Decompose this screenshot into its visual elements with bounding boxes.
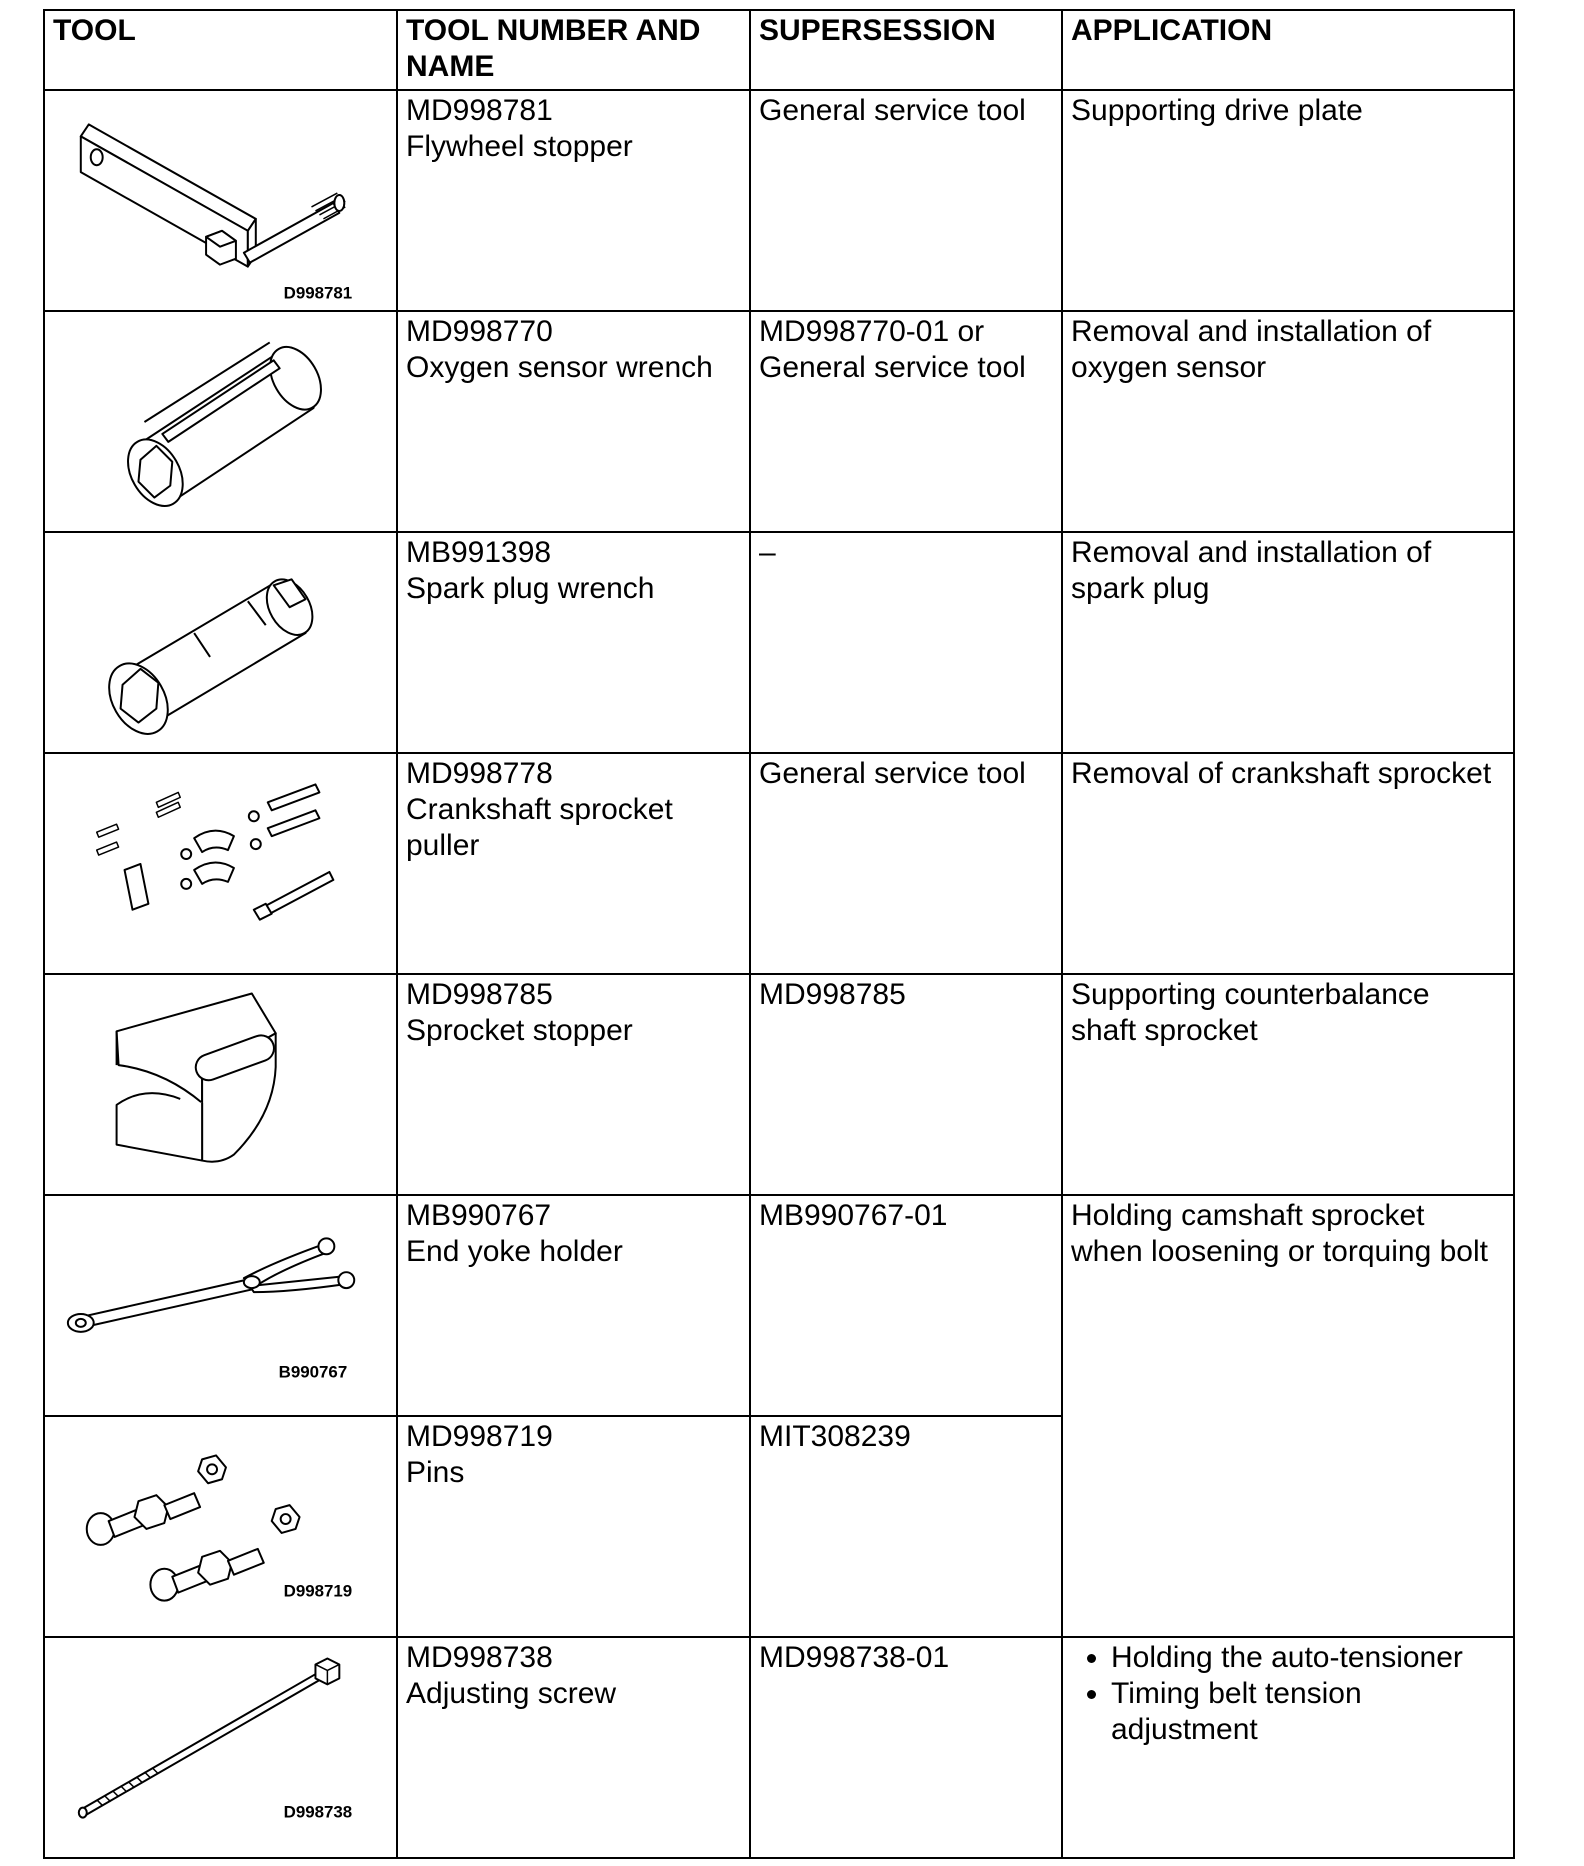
application-text: Removal and installation of: [1071, 315, 1432, 348]
tool-name: puller: [406, 829, 480, 862]
supersession-text: MD998770-01 or: [759, 315, 985, 348]
table-row: [44, 532, 1514, 753]
sprocket-stopper-icon: [45, 975, 396, 1192]
tool-number: MB990767: [406, 1199, 552, 1232]
tool-image-label: D998781: [283, 283, 353, 303]
tool-number-name: [397, 753, 750, 974]
supersession-cell: [750, 1637, 1062, 1858]
tool-name: Adjusting screw: [406, 1677, 617, 1710]
tool-name: Crankshaft sprocket: [406, 793, 673, 826]
tool-number: MB991398: [406, 536, 552, 569]
tool-image-cell: [44, 311, 397, 532]
tool-number: MD998778: [406, 757, 553, 790]
header-supersession: SUPERSESSION: [750, 10, 1062, 90]
supersession-text: MIT308239: [759, 1420, 911, 1453]
spark-plug-wrench-icon: [45, 533, 396, 750]
supersession-cell: [750, 1416, 1062, 1637]
pins-icon: [45, 1417, 396, 1634]
application-text: Removal of crankshaft sprocket: [1071, 757, 1492, 790]
list-item: • Holding the auto-tensioner: [1111, 1640, 1505, 1676]
tool-image-cell: [44, 90, 397, 311]
header-tool: TOOL: [44, 10, 397, 90]
supersession-text: MD998738-01: [759, 1641, 950, 1674]
application-text: Supporting counterbalance: [1071, 978, 1430, 1011]
tool-name: Oxygen sensor wrench: [406, 351, 713, 384]
tool-number-name: [397, 532, 750, 753]
tool-number: MD998781: [406, 94, 553, 127]
table-row: [44, 753, 1514, 974]
tool-name: Spark plug wrench: [406, 572, 655, 605]
tool-image-cell: [44, 1416, 397, 1637]
application-bullet-list: [1071, 1640, 1505, 1748]
supersession-cell: [750, 974, 1062, 1195]
application-text: shaft sprocket: [1071, 1014, 1258, 1047]
tool-image-cell: [44, 1637, 397, 1858]
list-item: • Timing belt tension adjustment: [1111, 1676, 1505, 1748]
tool-number-name: [397, 1637, 750, 1858]
tool-image-label: D998719: [283, 1581, 353, 1601]
supersession-text: General service tool: [759, 351, 1026, 384]
adjusting-screw-icon: [45, 1638, 396, 1855]
application-cell: [1062, 1637, 1514, 1858]
application-cell: [1062, 532, 1514, 753]
application-cell: [1062, 974, 1514, 1195]
tool-name: End yoke holder: [406, 1235, 623, 1268]
application-cell: [1062, 753, 1514, 974]
application-text: Removal and installation of: [1071, 536, 1432, 569]
tool-number-name: [397, 1416, 750, 1637]
table-row: [44, 1195, 1514, 1416]
header-application: APPLICATION: [1062, 10, 1514, 90]
supersession-cell: [750, 311, 1062, 532]
flywheel-stopper-icon: [45, 91, 396, 308]
tool-number: MD998719: [406, 1420, 553, 1453]
tool-name: Flywheel stopper: [406, 130, 633, 163]
supersession-text: General service tool: [759, 757, 1026, 790]
tool-image-cell: [44, 532, 397, 753]
tool-number-name: [397, 311, 750, 532]
special-tools-table: [43, 9, 1515, 1859]
end-yoke-holder-icon: [45, 1196, 396, 1413]
tool-image-label: D998738: [283, 1802, 353, 1822]
tool-image-cell: [44, 974, 397, 1195]
application-text: Holding camshaft sprocket: [1071, 1199, 1425, 1232]
supersession-text: –: [759, 536, 776, 569]
supersession-text: General service tool: [759, 94, 1026, 127]
table-row: [44, 90, 1514, 311]
supersession-cell: [750, 1195, 1062, 1416]
tool-image-cell: [44, 1195, 397, 1416]
tool-name: Sprocket stopper: [406, 1014, 633, 1047]
tool-number: MD998785: [406, 978, 553, 1011]
crankshaft-sprocket-puller-icon: [45, 754, 396, 971]
header-row: [44, 10, 1514, 90]
application-cell: [1062, 1195, 1514, 1637]
tool-number: MD998738: [406, 1641, 553, 1674]
tool-number-name: [397, 90, 750, 311]
application-text: Supporting drive plate: [1071, 94, 1363, 127]
application-text: oxygen sensor: [1071, 351, 1267, 384]
tool-number-name: [397, 974, 750, 1195]
table-row: [44, 1637, 1514, 1858]
supersession-text: MD998785: [759, 978, 906, 1011]
supersession-cell: [750, 753, 1062, 974]
application-text: spark plug: [1071, 572, 1210, 605]
application-cell: [1062, 90, 1514, 311]
supersession-cell: [750, 90, 1062, 311]
table-row: [44, 974, 1514, 1195]
tool-image-cell: [44, 753, 397, 974]
application-text: when loosening or torquing bolt: [1071, 1235, 1488, 1268]
supersession-cell: [750, 532, 1062, 753]
header-number-name: TOOL NUMBER AND NAME: [397, 10, 750, 90]
supersession-text: MB990767-01: [759, 1199, 948, 1232]
table-row: [44, 311, 1514, 532]
application-cell: [1062, 311, 1514, 532]
tool-number-name: [397, 1195, 750, 1416]
tool-name: Pins: [406, 1456, 465, 1489]
oxygen-sensor-wrench-icon: [45, 312, 396, 529]
tool-number: MD998770: [406, 315, 553, 348]
tool-image-label: B990767: [278, 1362, 348, 1382]
